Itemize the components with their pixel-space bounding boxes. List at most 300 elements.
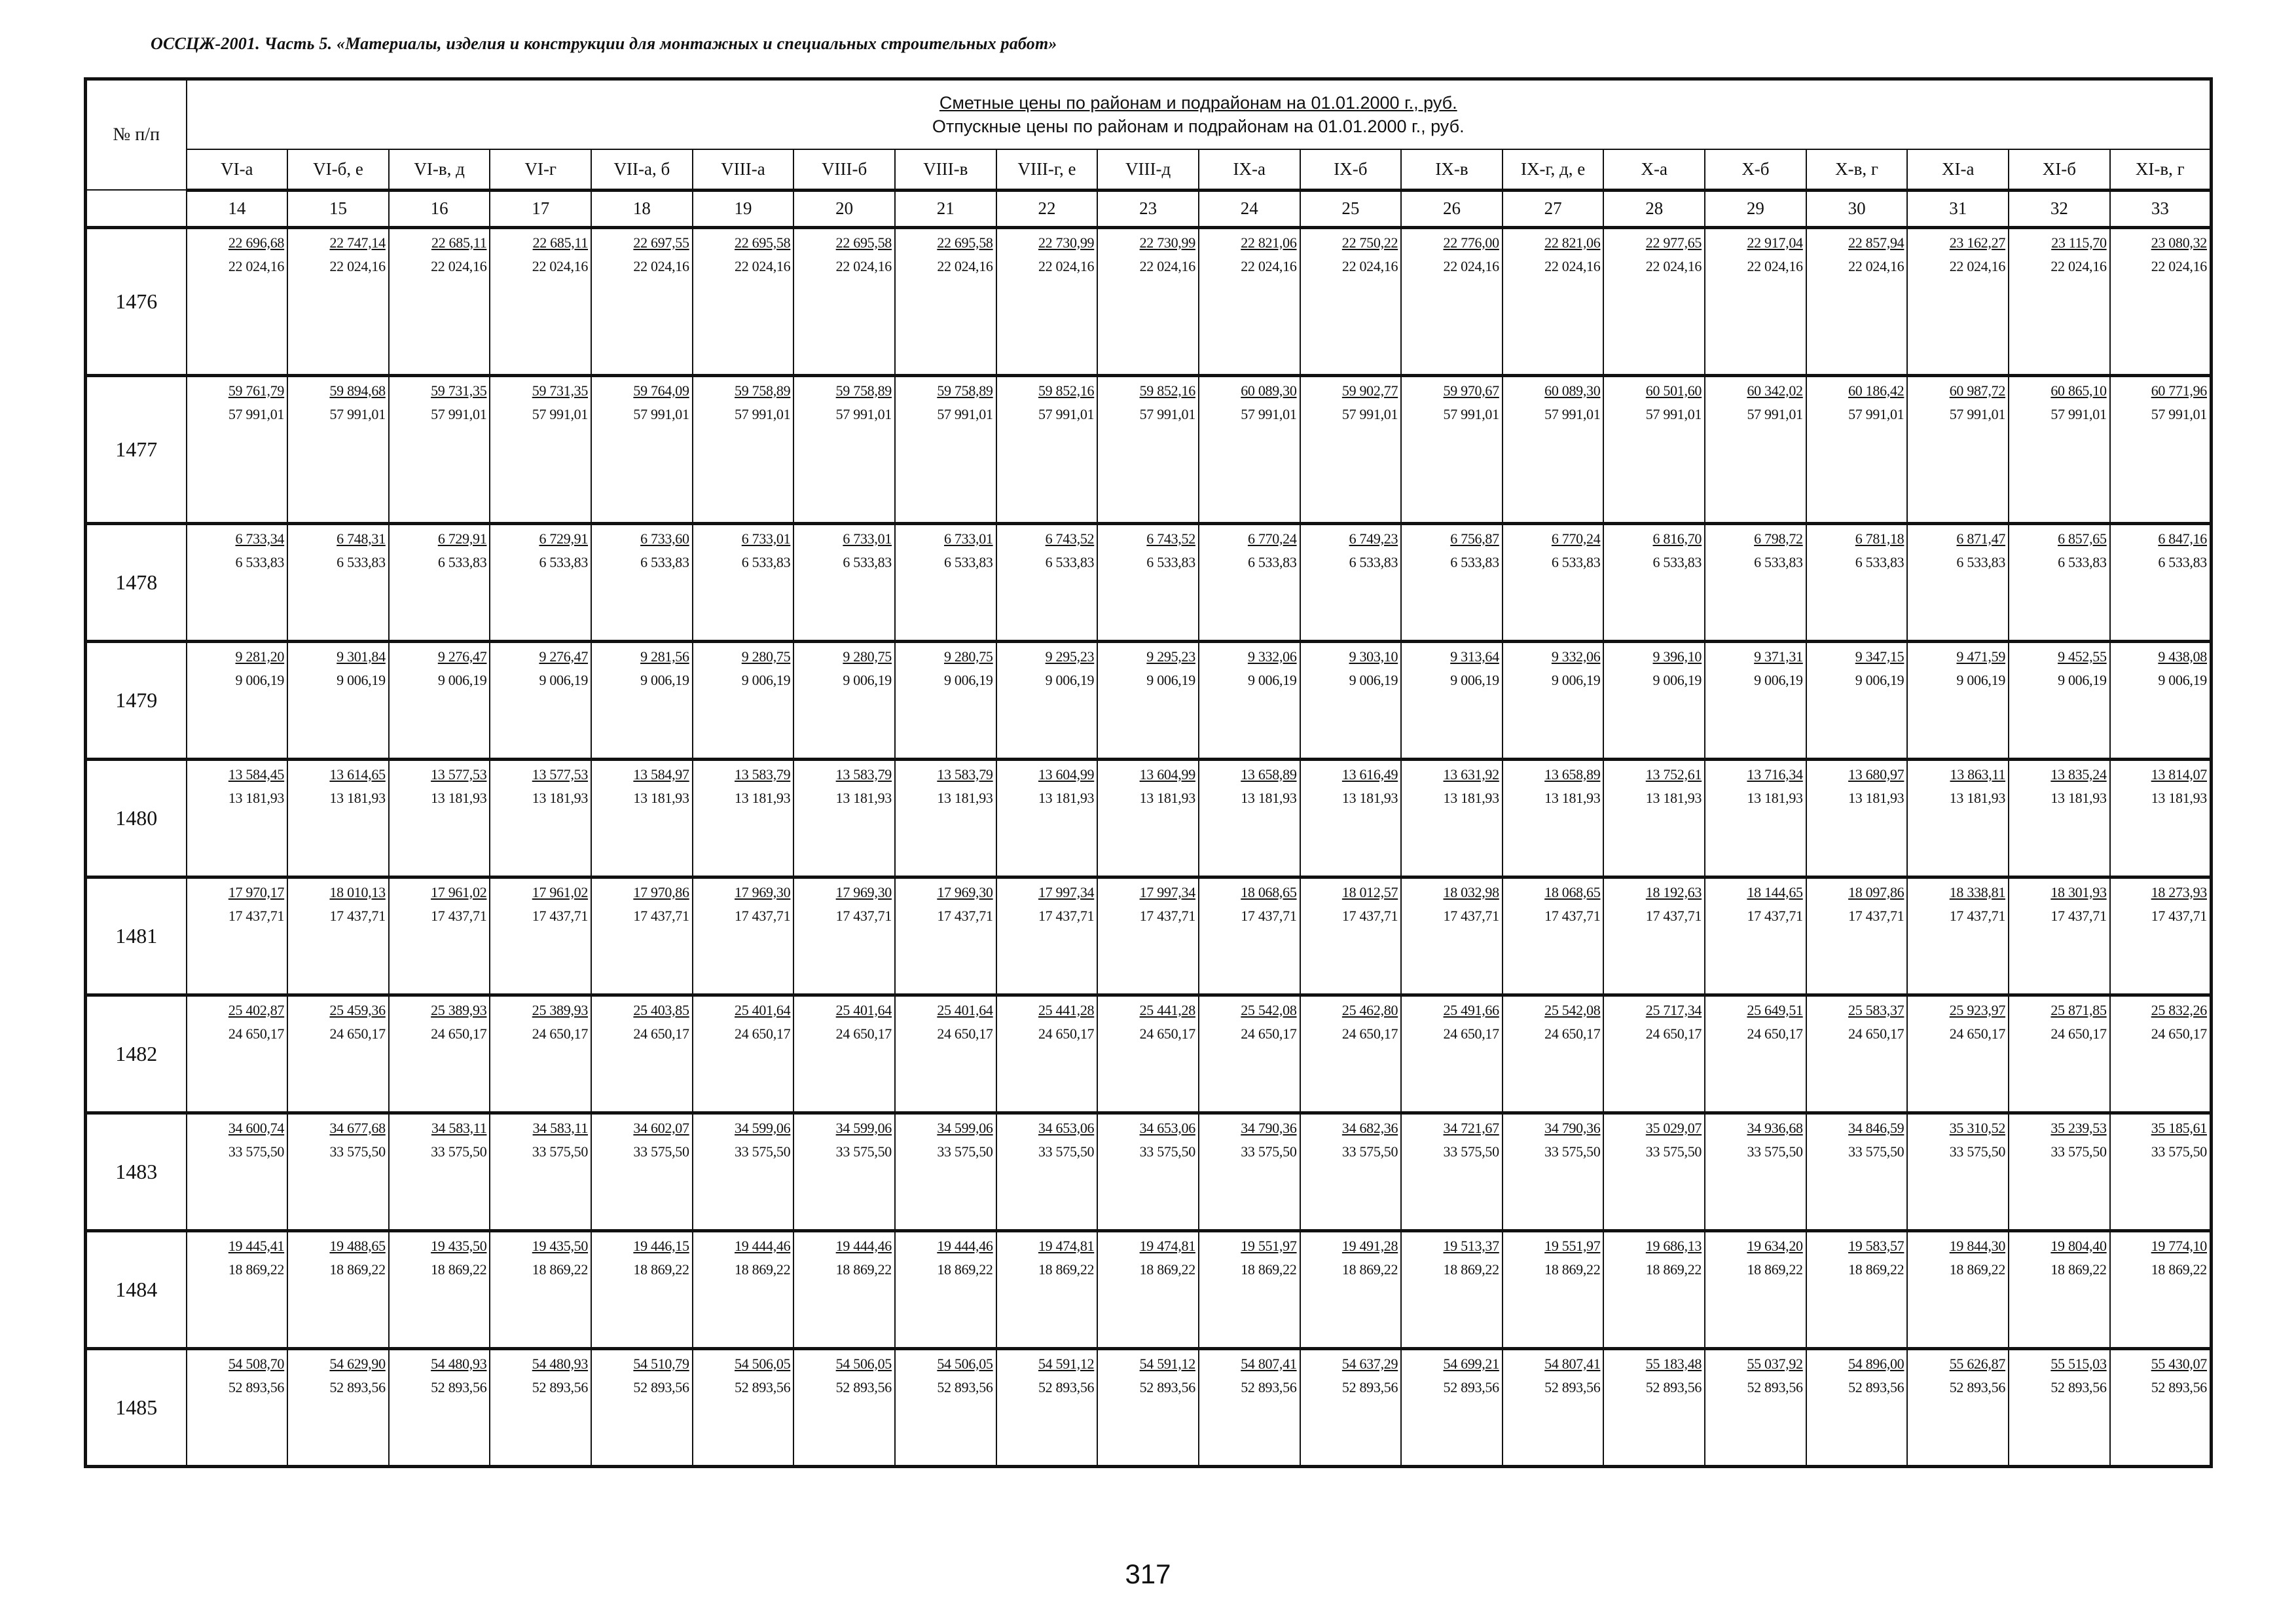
price-cell: [1199, 759, 1300, 877]
region-header: XI-в, г: [2110, 149, 2212, 190]
release-price: 57 991,01: [1139, 405, 1195, 422]
release-price: 52 893,56: [1949, 1378, 2006, 1395]
estimated-price: 13 658,89: [1544, 766, 1601, 783]
column-number: 25: [1300, 190, 1402, 227]
price-cell: [2009, 227, 2110, 375]
estimated-price: 6 733,01: [944, 530, 993, 547]
estimated-price: 35 029,07: [1645, 1119, 1702, 1136]
estimated-price: 59 970,67: [1443, 382, 1499, 399]
release-price: 57 991,01: [1747, 405, 1803, 422]
price-cell: [2009, 1113, 2110, 1230]
price-cell: [1097, 995, 1199, 1113]
release-price: 18 869,22: [633, 1261, 689, 1278]
price-cell: [1097, 641, 1199, 759]
column-number: 29: [1705, 190, 1806, 227]
release-price: 33 575,50: [1038, 1143, 1095, 1160]
release-price: 22 024,16: [1645, 257, 1702, 274]
price-cell: [2110, 523, 2212, 641]
price-cell: [287, 995, 389, 1113]
release-price: 57 991,01: [1241, 405, 1297, 422]
estimated-price: 9 396,10: [1652, 648, 1702, 665]
price-cell: [389, 375, 490, 523]
estimated-price: 18 068,65: [1241, 883, 1297, 900]
release-price: 18 869,22: [2151, 1261, 2207, 1278]
table-row: [86, 375, 2212, 523]
price-cell: [793, 1230, 895, 1348]
release-price: 13 181,93: [228, 789, 285, 806]
estimated-price: 60 342,02: [1747, 382, 1803, 399]
price-cell: [1806, 523, 1908, 641]
price-cell: [187, 641, 288, 759]
estimated-price: 17 961,02: [431, 883, 487, 900]
price-cell: [1401, 375, 1503, 523]
estimated-price: 22 730,99: [1038, 234, 1095, 251]
release-price: 22 024,16: [735, 257, 791, 274]
release-price: 6 533,83: [2158, 553, 2207, 570]
table-row: [86, 759, 2212, 877]
release-price: 24 650,17: [835, 1025, 892, 1042]
release-price: 17 437,71: [735, 907, 791, 924]
release-price: 13 181,93: [1544, 789, 1601, 806]
price-cell: [1503, 375, 1604, 523]
table-row: [86, 1113, 2212, 1230]
release-price: 13 181,93: [1241, 789, 1297, 806]
column-number: 24: [1199, 190, 1300, 227]
estimated-price: 13 814,07: [2151, 766, 2207, 783]
price-cell: [1300, 375, 1402, 523]
estimated-price: 34 583,11: [532, 1119, 589, 1136]
estimated-price: 25 583,37: [1848, 1001, 1904, 1018]
column-number: 16: [389, 190, 490, 227]
region-header-row: [86, 149, 2212, 190]
price-cell: [591, 1113, 693, 1230]
estimated-price: 6 733,34: [235, 530, 285, 547]
release-price: 52 893,56: [228, 1378, 285, 1395]
price-cell: [490, 1113, 591, 1230]
price-cell: [693, 227, 794, 375]
price-cell: [1806, 227, 1908, 375]
estimated-price: 17 970,17: [228, 883, 285, 900]
estimated-price: 35 185,61: [2151, 1119, 2207, 1136]
estimated-price: 54 506,05: [735, 1355, 791, 1372]
row-number: 1482: [86, 995, 187, 1113]
price-cell: [287, 1230, 389, 1348]
release-price: 57 991,01: [1645, 405, 1702, 422]
table-row: [86, 877, 2212, 995]
release-price: 6 533,83: [843, 553, 892, 570]
release-price: 22 024,16: [2050, 257, 2107, 274]
estimated-price: 55 037,92: [1747, 1355, 1803, 1372]
estimated-price: 13 863,11: [1950, 766, 2006, 783]
table-row: [86, 523, 2212, 641]
price-cell: [1907, 1113, 2009, 1230]
price-cell: [1806, 1230, 1908, 1348]
release-price: 24 650,17: [633, 1025, 689, 1042]
estimated-price: 54 508,70: [228, 1355, 285, 1372]
column-number: 21: [895, 190, 996, 227]
price-cell: [187, 995, 288, 1113]
release-price: 22 024,16: [633, 257, 689, 274]
estimated-price: 17 969,30: [835, 883, 892, 900]
release-price: 6 533,83: [1045, 553, 1095, 570]
price-cell: [693, 877, 794, 995]
price-cell: [895, 1348, 996, 1466]
release-price: 6 533,83: [1247, 553, 1297, 570]
price-table: [84, 77, 2213, 1468]
region-header: X-в, г: [1806, 149, 1908, 190]
price-cell: [1907, 227, 2009, 375]
estimated-price: 6 729,91: [539, 530, 589, 547]
release-price: 52 893,56: [1848, 1378, 1904, 1395]
price-cell: [591, 877, 693, 995]
estimated-price: 18 010,13: [329, 883, 386, 900]
estimated-price: 9 295,23: [1146, 648, 1195, 665]
estimated-price: 13 716,34: [1747, 766, 1803, 783]
row-number: 1476: [86, 227, 187, 375]
price-cell: [996, 1113, 1098, 1230]
estimated-price: 59 894,68: [329, 382, 386, 399]
release-price: 24 650,17: [735, 1025, 791, 1042]
estimated-price: 54 807,41: [1544, 1355, 1601, 1372]
estimated-price: 59 731,35: [532, 382, 589, 399]
release-price: 6 533,83: [437, 553, 487, 570]
release-price: 13 181,93: [532, 789, 589, 806]
release-price: 24 650,17: [1241, 1025, 1297, 1042]
release-price: 22 024,16: [1544, 257, 1601, 274]
region-header: VI-г: [490, 149, 591, 190]
estimated-price: 54 591,12: [1139, 1355, 1195, 1372]
release-price: 13 181,93: [2151, 789, 2207, 806]
estimated-price: 6 733,60: [640, 530, 689, 547]
price-cell: [2110, 877, 2212, 995]
estimated-price: 9 471,59: [1956, 648, 2006, 665]
release-price: 52 893,56: [633, 1378, 689, 1395]
price-cell: [1907, 1348, 2009, 1466]
estimated-price: 55 515,03: [2050, 1355, 2107, 1372]
price-cell: [1097, 227, 1199, 375]
estimated-price: 22 857,94: [1848, 234, 1904, 251]
release-price: 17 437,71: [1443, 907, 1499, 924]
estimated-price: 17 997,34: [1038, 883, 1095, 900]
release-price: 13 181,93: [1443, 789, 1499, 806]
release-price: 17 437,71: [633, 907, 689, 924]
release-price: 9 006,19: [1247, 671, 1297, 688]
price-cell: [187, 227, 288, 375]
price-cell: [895, 641, 996, 759]
price-cell: [187, 759, 288, 877]
estimated-price: 25 462,80: [1341, 1001, 1398, 1018]
price-cell: [1705, 877, 1806, 995]
price-cell: [793, 759, 895, 877]
estimated-price: 60 771,96: [2151, 382, 2207, 399]
price-cell: [1907, 523, 2009, 641]
estimated-price: 18 032,98: [1443, 883, 1499, 900]
price-cell: [187, 523, 288, 641]
region-header: VIII-а: [693, 149, 794, 190]
price-cell: [693, 375, 794, 523]
estimated-price: 54 896,00: [1848, 1355, 1904, 1372]
price-cell: [1907, 877, 2009, 995]
release-price: 18 869,22: [735, 1261, 791, 1278]
release-price: 24 650,17: [1038, 1025, 1095, 1042]
release-price: 57 991,01: [735, 405, 791, 422]
release-price: 24 650,17: [532, 1025, 589, 1042]
release-price: 33 575,50: [1443, 1143, 1499, 1160]
release-price: 24 650,17: [1848, 1025, 1904, 1042]
estimated-price: 19 435,50: [431, 1237, 487, 1254]
estimated-price: 34 682,36: [1341, 1119, 1398, 1136]
price-caption: [187, 79, 2212, 149]
row-number: 1483: [86, 1113, 187, 1230]
release-price: 17 437,71: [937, 907, 993, 924]
estimated-price: 6 733,01: [741, 530, 791, 547]
release-price: 6 533,83: [235, 553, 285, 570]
region-header: IX-г, д, е: [1503, 149, 1604, 190]
release-price: 6 533,83: [944, 553, 993, 570]
estimated-price: 34 790,36: [1544, 1119, 1601, 1136]
estimated-price: 19 686,13: [1645, 1237, 1702, 1254]
estimated-price: 19 804,40: [2050, 1237, 2107, 1254]
estimated-price: 9 303,10: [1349, 648, 1398, 665]
region-header: VI-а: [187, 149, 288, 190]
estimated-price: 22 695,58: [735, 234, 791, 251]
price-cell: [1097, 877, 1199, 995]
region-header: XI-б: [2009, 149, 2110, 190]
price-cell: [895, 1230, 996, 1348]
price-cell: [895, 1113, 996, 1230]
release-price: 13 181,93: [1645, 789, 1702, 806]
header-caption-row: [86, 79, 2212, 149]
price-cell: [1603, 1230, 1705, 1348]
price-cell: [389, 1348, 490, 1466]
release-price: 18 869,22: [1747, 1261, 1803, 1278]
release-price: 9 006,19: [1754, 671, 1803, 688]
price-cell: [1401, 1230, 1503, 1348]
release-price: 9 006,19: [1652, 671, 1702, 688]
price-cell: [996, 995, 1098, 1113]
region-header: VI-б, е: [287, 149, 389, 190]
release-price: 18 869,22: [431, 1261, 487, 1278]
price-cell: [1199, 375, 1300, 523]
release-price: 24 650,17: [1443, 1025, 1499, 1042]
price-cell: [895, 759, 996, 877]
price-cell: [1097, 523, 1199, 641]
price-cell: [490, 375, 591, 523]
estimated-price: 25 649,51: [1747, 1001, 1803, 1018]
estimated-price: 13 584,45: [228, 766, 285, 783]
region-header: IX-а: [1199, 149, 1300, 190]
estimated-price: 59 758,89: [937, 382, 993, 399]
price-cell: [996, 227, 1098, 375]
release-price: 22 024,16: [1949, 257, 2006, 274]
price-cell: [1300, 1113, 1402, 1230]
release-price: 22 024,16: [329, 257, 386, 274]
price-cell: [1401, 759, 1503, 877]
estimated-price: 55 183,48: [1645, 1355, 1702, 1372]
price-cell: [1503, 1348, 1604, 1466]
price-cell: [187, 375, 288, 523]
release-price: 17 437,71: [2050, 907, 2107, 924]
price-cell: [1907, 641, 2009, 759]
price-cell: [793, 227, 895, 375]
estimated-price: 18 012,57: [1341, 883, 1398, 900]
price-cell: [2009, 523, 2110, 641]
release-price: 6 533,83: [1349, 553, 1398, 570]
release-price: 52 893,56: [431, 1378, 487, 1395]
release-price: 33 575,50: [1949, 1143, 2006, 1160]
release-price: 33 575,50: [1544, 1143, 1601, 1160]
estimated-price: 60 865,10: [2050, 382, 2107, 399]
release-price: 18 869,22: [1241, 1261, 1297, 1278]
price-cell: [793, 1348, 895, 1466]
table-row: [86, 641, 2212, 759]
estimated-price: 22 685,11: [431, 234, 487, 251]
price-cell: [895, 375, 996, 523]
release-price: 33 575,50: [1139, 1143, 1195, 1160]
price-cell: [895, 227, 996, 375]
estimated-price: 6 770,24: [1247, 530, 1297, 547]
release-price: 57 991,01: [431, 405, 487, 422]
estimated-price: 34 790,36: [1241, 1119, 1297, 1136]
row-number: 1481: [86, 877, 187, 995]
price-cell: [1199, 877, 1300, 995]
price-cell: [1806, 759, 1908, 877]
price-cell: [1401, 995, 1503, 1113]
release-price: 13 181,93: [2050, 789, 2107, 806]
estimated-price: 34 936,68: [1747, 1119, 1803, 1136]
column-number-row: [86, 190, 2212, 227]
price-cell: [1300, 523, 1402, 641]
column-number: 18: [591, 190, 693, 227]
price-cell: [1503, 1113, 1604, 1230]
price-cell: [1603, 523, 1705, 641]
price-cell: [895, 523, 996, 641]
column-number: 30: [1806, 190, 1908, 227]
release-price: 33 575,50: [1848, 1143, 1904, 1160]
price-cell: [1300, 877, 1402, 995]
price-cell: [1603, 641, 1705, 759]
estimated-price: 6 798,72: [1754, 530, 1803, 547]
price-cell: [996, 759, 1098, 877]
estimated-price: 34 653,06: [1038, 1119, 1095, 1136]
estimated-price: 19 435,50: [532, 1237, 589, 1254]
release-price: 22 024,16: [1241, 257, 1297, 274]
release-price: 17 437,71: [1645, 907, 1702, 924]
estimated-price: 6 756,87: [1450, 530, 1499, 547]
price-cell: [895, 995, 996, 1113]
estimated-price: 60 089,30: [1241, 382, 1297, 399]
estimated-price: 13 680,97: [1848, 766, 1904, 783]
estimated-price: 6 847,16: [2158, 530, 2207, 547]
estimated-price: 25 401,64: [937, 1001, 993, 1018]
release-price: 6 533,83: [1450, 553, 1499, 570]
price-cell: [1705, 1113, 1806, 1230]
estimated-price: 34 653,06: [1139, 1119, 1195, 1136]
release-price: 52 893,56: [937, 1378, 993, 1395]
price-cell: [1503, 877, 1604, 995]
price-cell: [1300, 641, 1402, 759]
running-header: ОССЦЖ-2001. Часть 5. «Материалы, изделия и конструкции для монтажных и специальных строительных работ»: [151, 34, 1057, 53]
price-cell: [490, 877, 591, 995]
price-cell: [591, 641, 693, 759]
price-cell: [1806, 1348, 1908, 1466]
estimated-price: 25 441,28: [1139, 1001, 1195, 1018]
release-price: 57 991,01: [633, 405, 689, 422]
estimated-price: 25 832,26: [2151, 1001, 2207, 1018]
estimated-price: 22 747,14: [329, 234, 386, 251]
price-cell: [1199, 1230, 1300, 1348]
release-price: 22 024,16: [1038, 257, 1095, 274]
estimated-price: 18 097,86: [1848, 883, 1904, 900]
row-number: 1479: [86, 641, 187, 759]
release-price: 9 006,19: [1349, 671, 1398, 688]
estimated-price: 19 488,65: [329, 1237, 386, 1254]
region-header: XI-а: [1907, 149, 2009, 190]
price-cell: [287, 759, 389, 877]
price-cell: [490, 1348, 591, 1466]
column-number: 15: [287, 190, 389, 227]
estimated-price: 18 301,93: [2050, 883, 2107, 900]
estimated-price: 54 807,41: [1241, 1355, 1297, 1372]
price-cell: [490, 759, 591, 877]
estimated-price: 6 857,65: [2058, 530, 2107, 547]
release-price: 33 575,50: [2050, 1143, 2107, 1160]
release-price: 22 024,16: [532, 257, 589, 274]
release-price: 6 533,83: [539, 553, 589, 570]
estimated-price: 23 080,32: [2151, 234, 2207, 251]
estimated-price: 13 835,24: [2050, 766, 2107, 783]
estimated-price: 19 774,10: [2151, 1237, 2207, 1254]
price-cell: [793, 1113, 895, 1230]
release-price: 18 869,22: [835, 1261, 892, 1278]
estimated-price: 60 501,60: [1645, 382, 1702, 399]
release-price: 13 181,93: [1848, 789, 1904, 806]
release-price: 6 533,83: [1956, 553, 2006, 570]
estimated-price: 13 631,92: [1443, 766, 1499, 783]
price-cell: [2009, 375, 2110, 523]
price-cell: [1603, 1113, 1705, 1230]
release-price: 22 024,16: [1341, 257, 1398, 274]
estimated-price: 34 846,59: [1848, 1119, 1904, 1136]
estimated-price: 13 604,99: [1139, 766, 1195, 783]
estimated-price: 59 761,79: [228, 382, 285, 399]
price-cell: [1705, 375, 1806, 523]
release-price: 33 575,50: [532, 1143, 589, 1160]
price-cell: [2110, 1230, 2212, 1348]
price-cell: [1603, 375, 1705, 523]
price-cell: [996, 375, 1098, 523]
price-cell: [1300, 995, 1402, 1113]
release-price: 24 650,17: [2050, 1025, 2107, 1042]
price-cell: [2009, 1230, 2110, 1348]
price-cell: [1401, 1348, 1503, 1466]
estimated-price: 9 281,56: [640, 648, 689, 665]
release-price: 18 869,22: [532, 1261, 589, 1278]
price-cell: [1401, 877, 1503, 995]
estimated-price: 22 821,06: [1241, 234, 1297, 251]
estimated-price: 19 634,20: [1747, 1237, 1803, 1254]
price-cell: [693, 759, 794, 877]
price-cell: [693, 1348, 794, 1466]
release-price: 52 893,56: [1241, 1378, 1297, 1395]
release-price: 24 650,17: [1341, 1025, 1398, 1042]
release-price: 6 533,83: [1855, 553, 1904, 570]
release-price: 17 437,71: [532, 907, 589, 924]
release-price: 9 006,19: [843, 671, 892, 688]
price-cell: [1503, 995, 1604, 1113]
release-price: 57 991,01: [1848, 405, 1904, 422]
estimated-price: 6 748,31: [337, 530, 386, 547]
